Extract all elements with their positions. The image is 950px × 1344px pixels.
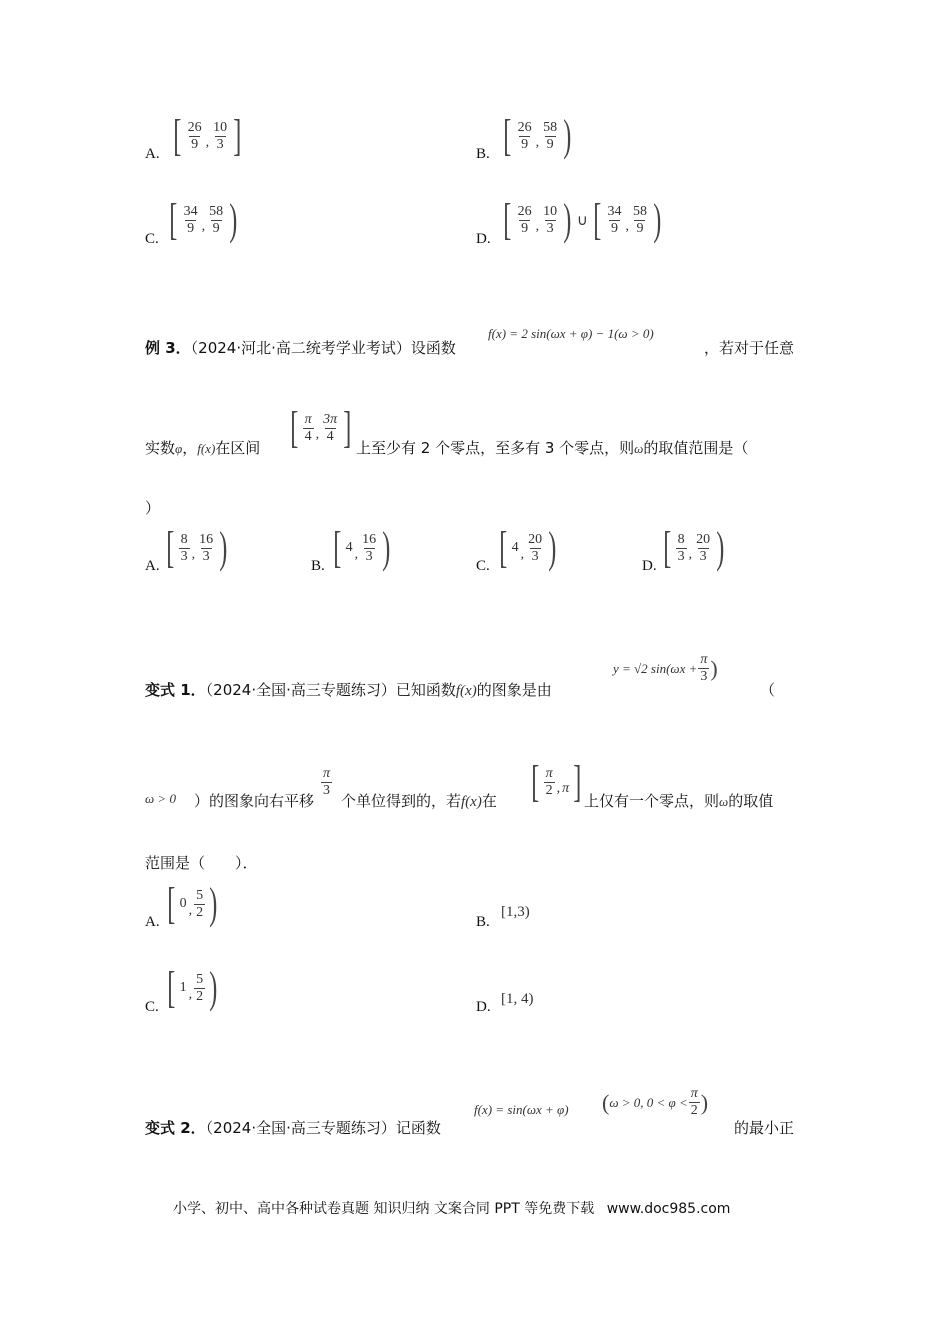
numerator: 16 — [199, 531, 214, 547]
condition-expression: ( ω > 0, 0 < φ < $\frac{\pi}{2}$ ) — [602, 1086, 709, 1118]
variant-1-line3: 范围是（ ）． — [145, 854, 258, 872]
option-d-label: D. — [476, 231, 491, 247]
ex3-option-a-interval: [ $\frac{8}{3}$ , $\frac{16}{3}$ ) — [166, 523, 228, 572]
omega-symbol: ω — [634, 441, 644, 456]
numerator: 16 — [362, 531, 377, 547]
union-symbol: ∪ — [576, 212, 588, 229]
numerator: π — [323, 766, 331, 781]
comma: , — [625, 219, 629, 234]
example-3-line2-start — [145, 437, 260, 458]
function-expression: f(x) = sin(ωx + φ) — [474, 1102, 569, 1117]
text-segment: 的取值 — [728, 792, 774, 810]
text-segment: 在区间 — [215, 439, 261, 457]
var1-option-c-interval: [ 1 , $\frac{5}{2}$ ) — [167, 963, 218, 1012]
comma: , — [556, 781, 561, 796]
footer-link[interactable]: www.doc985.com — [606, 1201, 731, 1217]
denominator: 3 — [365, 548, 373, 564]
example-3-line3: ） — [145, 499, 161, 517]
denominator: 3 — [180, 548, 188, 564]
y-expr: y = √2 sin(ωx + — [613, 660, 698, 676]
ex3-option-d-label: D. — [642, 558, 657, 574]
comma: , — [535, 219, 540, 234]
denominator: 3 — [546, 220, 554, 236]
example-3-line2-end — [356, 437, 748, 458]
numerator: 10 — [213, 119, 228, 135]
text-segment: ， — [182, 439, 198, 457]
denominator: 4 — [326, 428, 334, 444]
denominator: 9 — [212, 220, 220, 236]
option-a-interval: [ $\frac{26}{9}$ , $\frac{10}{3}$ ] — [173, 111, 242, 160]
comma: , — [191, 547, 196, 562]
ex3-option-c-label: C. — [476, 558, 490, 574]
numerator: 8 — [180, 531, 188, 547]
text-segment: 个单位得到的，若 — [341, 792, 462, 810]
numerator: π — [304, 411, 312, 427]
phi-symbol: φ — [175, 441, 183, 456]
denominator: 3 — [531, 548, 539, 564]
comma: , — [205, 135, 210, 150]
ex3-option-d-interval: [ $\frac{8}{3}$ , $\frac{20}{3}$ ) — [663, 523, 725, 572]
comma: , — [354, 547, 359, 562]
footer — [173, 1198, 730, 1218]
comma: , — [188, 903, 193, 918]
example-source: （2024·河北·高二统考学业考试）设函数 — [190, 339, 456, 357]
denominator: 3 — [699, 548, 707, 564]
denominator: 3 — [323, 783, 330, 798]
var1-option-a-label: A. — [145, 914, 160, 930]
option-b-interval: [ $\frac{26}{9}$ , $\frac{58}{9}$ ) — [503, 111, 572, 160]
denominator: 3 — [700, 669, 708, 684]
denominator: 3 — [677, 548, 685, 564]
var1-option-c-label: C. — [145, 999, 159, 1015]
example-title: 例 3． — [145, 339, 191, 357]
comma: , — [188, 987, 193, 1002]
numerator: 34 — [607, 203, 622, 219]
text-segment: 上至少有 2 个零点，至多有 3 个零点，则 — [356, 439, 635, 457]
variant-1-line1 — [145, 679, 552, 700]
numerator: 26 — [187, 119, 202, 135]
ex3-option-b-label: B. — [311, 558, 325, 574]
condition: ω > 0, 0 < φ < — [609, 1094, 688, 1110]
text-segment: 的取值范围是（ — [643, 439, 749, 457]
comma: , — [688, 547, 693, 562]
ex3-option-c-interval: [ 4 , $\frac{20}{3}$ ) — [499, 523, 557, 572]
denominator: 9 — [191, 136, 199, 152]
numerator: π — [545, 765, 553, 781]
denominator: 9 — [636, 220, 644, 236]
variant-title: 变式 1． — [145, 681, 206, 699]
numerator: 3π — [323, 411, 338, 427]
variant-1-line2b — [341, 790, 497, 811]
comma: , — [315, 427, 320, 442]
variant-source: （2024·全国·高三专题练习）记函数 — [205, 1119, 441, 1137]
denominator: 9 — [521, 220, 529, 236]
variant-source: （2024·全国·高三专题练习）已知函数 — [205, 681, 456, 699]
interval-pi2-pi: [ $\frac{\pi}{2}$ , π ] — [531, 757, 582, 806]
text-segment: 在 — [481, 792, 497, 810]
left-bound: 4 — [345, 540, 353, 555]
numerator: 58 — [543, 119, 558, 135]
denominator: 3 — [216, 136, 224, 152]
var1-option-b-label: B. — [476, 914, 490, 930]
denominator: 2 — [690, 1103, 698, 1118]
omega-symbol: ω — [719, 794, 729, 809]
numerator: 20 — [696, 531, 711, 547]
interval-pi4-3pi4: [ $\frac{\pi}{4}$ , $\frac{3\pi}{4}$ ] — [290, 403, 352, 452]
fx-symbol: f(x) — [197, 441, 216, 456]
function-expression: f(x) = 2 sin(ωx + φ) − 1(ω > 0) — [488, 326, 654, 341]
denominator: 9 — [610, 220, 618, 236]
option-c-label: C. — [145, 231, 159, 247]
denominator: 9 — [187, 220, 195, 236]
text-segment: 的图象是由 — [476, 681, 552, 699]
right-bound: π — [562, 781, 570, 796]
var1-option-d-interval: [1, 4) — [501, 991, 534, 1007]
omega-condition: ω > 0 — [145, 791, 176, 806]
option-c-interval: [ $\frac{34}{9}$ , $\frac{58}{9}$ ) — [169, 195, 238, 244]
var1-option-a-interval: [ 0 , $\frac{5}{2}$ ) — [167, 879, 218, 928]
text-segment: 实数 — [145, 439, 176, 457]
left-bound: 0 — [179, 896, 187, 911]
ex3-option-a-label: A. — [145, 558, 160, 574]
var1-option-d-label: D. — [476, 999, 491, 1015]
example-3-tail: ，若对于任意 — [704, 339, 795, 357]
text-segment: 上仅有一个零点，则 — [584, 792, 720, 810]
left-bound: 4 — [511, 540, 519, 555]
numerator: π — [690, 1086, 698, 1101]
numerator: 26 — [517, 203, 532, 219]
numerator: 8 — [677, 531, 685, 547]
numerator: 58 — [209, 203, 224, 219]
denominator: 2 — [545, 782, 553, 798]
shift-fraction — [320, 766, 333, 799]
denominator: 4 — [304, 428, 312, 444]
denominator: 9 — [546, 136, 554, 152]
ex3-option-b-interval: [ 4 , $\frac{16}{3}$ ) — [333, 523, 391, 572]
paren: ) — [710, 655, 718, 681]
numerator: 34 — [183, 203, 198, 219]
y-expression — [613, 652, 718, 685]
denominator: 9 — [521, 136, 529, 152]
numerator: 20 — [528, 531, 543, 547]
fx-symbol: f(x) — [461, 794, 482, 810]
left-bound: 1 — [179, 980, 187, 995]
open-paren: （ — [760, 681, 776, 699]
numerator: 5 — [196, 887, 204, 903]
variant-2-tail: 的最小正 — [734, 1119, 795, 1137]
option-b-label: B. — [476, 146, 490, 162]
numerator: 58 — [632, 203, 647, 219]
comma: , — [520, 547, 525, 562]
variant-1-line2a: ）的图象向右平移 — [194, 792, 315, 810]
numerator: 5 — [196, 971, 204, 987]
denominator: 3 — [202, 548, 210, 564]
variant-2-line1 — [145, 1117, 441, 1138]
option-a-label: A. — [145, 146, 160, 162]
footer-text: 小学、初中、高中各种试卷真题 知识归纳 文案合同 PPT 等免费下载 — [173, 1201, 595, 1217]
variant-1-line2c — [584, 790, 773, 811]
numerator: π — [700, 652, 708, 667]
example-3-line1 — [145, 337, 456, 358]
numerator: 26 — [517, 119, 532, 135]
variant-title: 变式 2． — [145, 1119, 206, 1137]
option-d-interval: [ $\frac{26}{9}$ , $\frac{10}{3}$ ) ∪ [ $\frac{34}{9}$ , $\frac{58}{9}$ ) — [503, 195, 662, 244]
fx-symbol: f(x) — [455, 683, 477, 699]
denominator: 2 — [196, 988, 204, 1004]
denominator: 2 — [196, 904, 204, 920]
var1-option-b-interval: [1,3) — [501, 904, 530, 920]
comma: , — [535, 135, 540, 150]
numerator: 10 — [543, 203, 558, 219]
comma: , — [201, 219, 206, 234]
